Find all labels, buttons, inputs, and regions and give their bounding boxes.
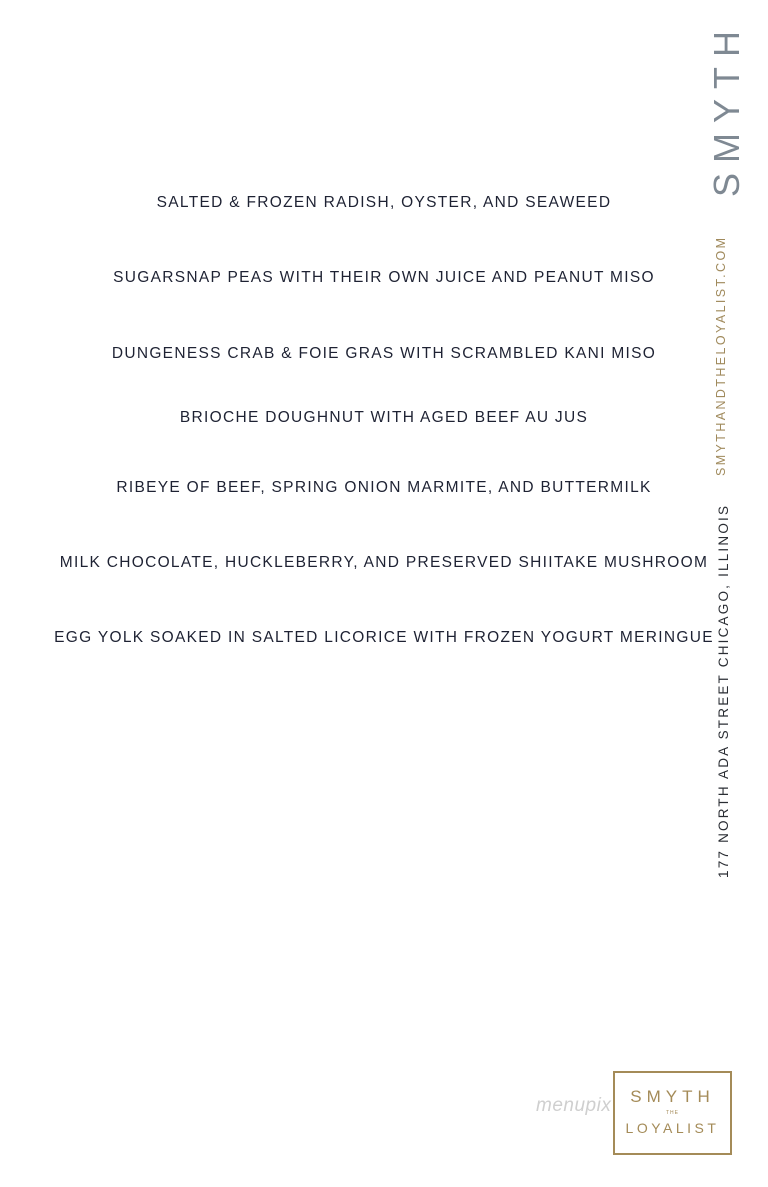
logo-bottom-text: LOYALIST xyxy=(625,1120,720,1136)
menu-item: SALTED & FROZEN RADISH, OYSTER, AND SEAWEED xyxy=(156,194,612,211)
website-link[interactable]: SMYTHANDTHELOYALIST.COM xyxy=(714,235,728,476)
logo-top-text: SMYTH xyxy=(630,1087,715,1106)
brand-vertical: SMYTH xyxy=(706,21,747,197)
menu-item: SUGARSNAP PEAS WITH THEIR OWN JUICE AND PEANUT MISO xyxy=(113,269,655,286)
address: 177 NORTH ADA STREET CHICAGO, ILLINOIS xyxy=(716,503,731,878)
menu-item: MILK CHOCOLATE, HUCKLEBERRY, AND PRESERVED SHIITAKE MUSHROOM xyxy=(59,554,709,571)
menu-item: RIBEYE OF BEEF, SPRING ONION MARMITE, AND BUTTERMILK xyxy=(116,479,652,496)
menu-item: BRIOCHE DOUGHNUT WITH AGED BEEF AU JUS xyxy=(179,409,589,426)
restaurant-logo xyxy=(613,1071,732,1155)
watermark: menupix xyxy=(536,1095,612,1116)
menu-item: DUNGENESS CRAB & FOIE GRAS WITH SCRAMBLED KANI MISO xyxy=(111,345,657,362)
logo-middle-text: THE xyxy=(666,1110,679,1116)
menu-item: EGG YOLK SOAKED IN SALTED LICORICE WITH FROZEN YOGURT MERINGUE xyxy=(54,629,714,646)
